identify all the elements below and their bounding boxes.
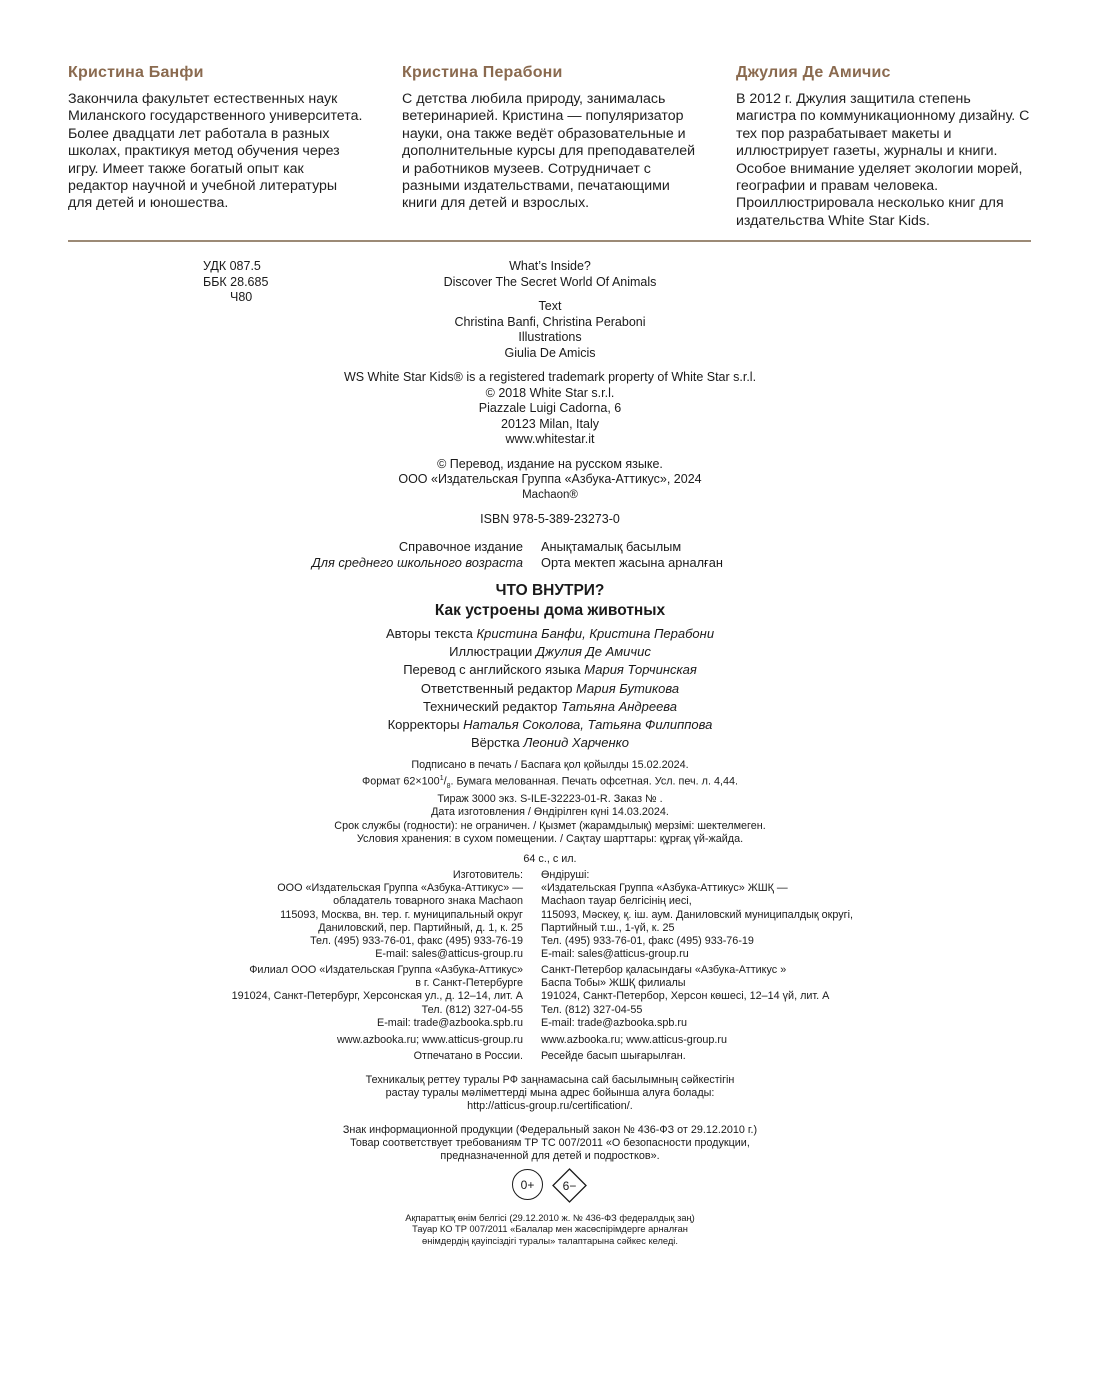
age-diamond-mark bbox=[552, 1168, 587, 1203]
age-diamond-label: 6− bbox=[562, 1178, 577, 1193]
text-label: Text bbox=[538, 299, 562, 313]
addr-line: в г. Санкт-Петербурге bbox=[415, 977, 523, 990]
edition-type-kz: Анықтамалық басылым bbox=[541, 539, 682, 554]
author-name: Джулия Де Амичис bbox=[736, 64, 891, 81]
age-group-ru: Для среднего школьного возраста bbox=[311, 554, 523, 570]
addr-line: Баспа Тобы» ЖШҚ филиалы bbox=[541, 977, 686, 990]
addr-line: 115093, Москва, вн. тер. г. муниципальный округ bbox=[280, 908, 523, 921]
author-bio: В 2012 г. Джулия защитила степень магистра по коммуникационному дизайну. С тех пор разрабатывает макеты и иллюстрирует газеты, журналы и книги. Особое внимание уделяет экологии морей, географии и правам человека. Проиллюстрировала несколько книг для издательства White Star Kids. bbox=[736, 91, 1030, 229]
author-name: Кристина Банфи bbox=[68, 64, 204, 81]
cert-line: http://atticus-group.ru/certification/. bbox=[467, 1100, 633, 1113]
illustrations-label: Illustrations bbox=[518, 330, 582, 344]
addr-line: E-mail: sales@atticus-group.ru bbox=[375, 948, 523, 961]
trademark-line: WS White Star Kids® is a registered trademark property of White Star s.r.l. bbox=[343, 370, 757, 384]
info-sign-line: Знак информационной продукции (Федеральный закон № 436-ФЗ от 29.12.2010 г.) bbox=[342, 1124, 758, 1136]
addr-line: обладатель товарного знака Machaon bbox=[333, 895, 523, 908]
credit-line: Вёрстка Леонид Харченко bbox=[470, 735, 629, 751]
addr-line: «Издательская Группа «Азбука-Аттикус» ЖШҚ — bbox=[541, 882, 788, 895]
credit-line: Авторы текста Кристина Банфи, Кристина Перабони bbox=[385, 626, 715, 641]
addr-line: Партийный т.ш., 1-үй, к. 25 bbox=[541, 921, 675, 934]
book-title-main: ЧТО ВНУТРИ? bbox=[495, 582, 605, 599]
credit-line: Перевод с английского языка Мария Торчинская bbox=[403, 662, 697, 678]
street-line: Piazzale Luigi Cadorna, 6 bbox=[478, 401, 622, 415]
addr-line: Тел. (495) 933-76-01, факс (495) 933-76-19 bbox=[310, 935, 523, 948]
websites-ru: www.azbooka.ru; www.atticus-group.ru bbox=[336, 1034, 523, 1046]
original-title: What’s Inside? bbox=[509, 259, 591, 273]
illustrator: Giulia De Amicis bbox=[504, 345, 596, 360]
service-line: Срок службы (годности): не ограничен. / Қызмет (жарамдылық) мерзімі: шектелмеген. bbox=[334, 819, 766, 832]
branch bbox=[0, 964, 1100, 1030]
age-group-kz: Орта мектеп жасына арналған bbox=[541, 554, 723, 570]
site-line: www.whitestar.it bbox=[505, 432, 595, 446]
addr-line: E-mail: trade@azbooka.spb.ru bbox=[541, 1016, 687, 1029]
kz-footer bbox=[0, 1213, 1100, 1247]
imprint-brand: Machaon® bbox=[522, 488, 578, 501]
credit-line: Ответственный редактор Мария Бутикова bbox=[420, 680, 680, 696]
original-subtitle: Discover The Secret World Of Animals bbox=[443, 274, 657, 289]
author-bio: С детства любила природу, занималась ветеринарией. Кристина — популяризатор науки, она также ведёт образовательные и дополнительные курсы для преподавателей и работников музеев. Сотрудничает с разными издательствами, печатающими книги для детей и взрослых. bbox=[402, 91, 696, 212]
addr-line: 191024, Санкт-Петербург, Херсонская ул., д. 12–14, лит. А bbox=[231, 990, 523, 1003]
format-line: Формат $62\times 100^1/_8$. Бумага мелованная. Печать офсетная. Усл. печ. л. 4,44. bbox=[362, 775, 738, 790]
credits bbox=[0, 625, 1100, 752]
book-title bbox=[0, 581, 1100, 621]
manufacturer bbox=[0, 869, 1100, 961]
run-line: Тираж 3000 экз. S-ILE-32223-01-R. Заказ № . bbox=[437, 793, 663, 806]
addr-line: Тел. (495) 933-76-01, факс (495) 933-76-19 bbox=[541, 935, 754, 948]
credit-line: Иллюстрации Джулия Де Амичис bbox=[449, 644, 651, 660]
author-peraboni bbox=[402, 64, 698, 230]
websites bbox=[0, 1034, 1100, 1047]
addr-line: E-mail: sales@atticus-group.ru bbox=[541, 948, 689, 961]
addr-line: Филиал ООО «Издательская Группа «Азбука-Аттикус» bbox=[249, 964, 523, 976]
cert-line: Техникалық реттеу туралы РФ заңнамасына сай басылымның сәйкестігін bbox=[365, 1074, 735, 1086]
udk-code: УДК 087.5 bbox=[203, 259, 261, 273]
info-sign bbox=[0, 1124, 1100, 1164]
addr-line: Тел. (812) 327-04-55 bbox=[421, 1003, 523, 1016]
addr-line: Тел. (812) 327-04-55 bbox=[541, 1003, 643, 1016]
author-de-amicis bbox=[736, 64, 1032, 230]
print-info bbox=[0, 759, 1100, 866]
text-authors: Christina Banfi, Christina Peraboni bbox=[454, 314, 646, 329]
divider bbox=[68, 240, 1031, 242]
storage-line: Условия хранения: в сухом помещении. / Сақтау шарттары: құрғақ үй-жайда. bbox=[356, 832, 744, 845]
addr-line: ООО «Издательская Группа «Азбука-Аттикус» — bbox=[277, 882, 523, 895]
info-sign-line: Товар соответствует требованиям ТР ТС 007/2011 «О безопасности продукции, bbox=[350, 1137, 750, 1150]
signed-line: Подписано в печать / Баспаға қол қойылды 15.02.2024. bbox=[411, 759, 689, 771]
made-line: Дата изготовления / Өндірілген күні 14.03.2024. bbox=[431, 806, 669, 819]
publisher-line: ООО «Издательская Группа «Азбука-Аттикус», 2024 bbox=[398, 472, 702, 486]
addr-line: 115093, Мәскеу, қ. іш. аум. Даниловский муниципалдық округі, bbox=[541, 908, 854, 921]
bbk-code: ББК 28.685 bbox=[203, 274, 269, 289]
addr-line: Изготовитель: bbox=[452, 869, 523, 881]
book-title-sub: Как устроены дома животных bbox=[434, 602, 666, 619]
printed-ru: Отпечатано в России. bbox=[413, 1050, 523, 1062]
original-edition bbox=[0, 259, 1100, 528]
printed-kz: Ресейде басып шығарылған. bbox=[541, 1050, 686, 1062]
edition-type bbox=[0, 539, 1100, 570]
credit-line: Технический редактор Татьяна Андреева bbox=[422, 698, 678, 714]
author-mark: Ч80 bbox=[230, 290, 253, 304]
translation-copyright: © Перевод, издание на русском языке. bbox=[437, 456, 663, 471]
author-bios bbox=[68, 64, 1032, 230]
cert-line: растау туралы мәліметтерді мына адрес бойынша алуға болады: bbox=[385, 1087, 715, 1100]
author-bio: Закончила факультет естественных наук Миланского государственного университета. Более двадцати лет работала в разных школах, практикуя метод обучения через игру. Имеет также богатый опыт как редактор научной и учебной литературы для детей и юношества. bbox=[68, 91, 363, 212]
credit-line: Корректоры Наталья Соколова, Татьяна Филиппова bbox=[387, 717, 713, 733]
isbn: ISBN 978-5-389-23273-0 bbox=[480, 512, 620, 526]
websites-kz: www.azbooka.ru; www.atticus-group.ru bbox=[541, 1034, 728, 1046]
addr-line: 191024, Санкт-Петербор, Херсон көшесі, 12–14 үй, лит. А bbox=[541, 990, 830, 1003]
age-rating-marks bbox=[512, 1168, 592, 1204]
city-line: 20123 Milan, Italy bbox=[501, 416, 599, 431]
printed-in bbox=[0, 1050, 1100, 1063]
age-circle-mark: 0+ bbox=[512, 1169, 543, 1200]
kz-footer-line: өнімдердің қауіпсіздігі туралы» талаптарына сәйкес келеді. bbox=[422, 1235, 678, 1246]
pages-line: 64 с., с ил. bbox=[523, 852, 577, 865]
author-name: Кристина Перабони bbox=[402, 64, 563, 81]
kz-footer-line: Тауар КО ТР 007/2011 «Балалар мен жасөспірімдерге арналған bbox=[412, 1224, 688, 1235]
copyright-line: © 2018 White Star s.r.l. bbox=[485, 385, 615, 400]
addr-line: Санкт-Петербор қаласындағы «Азбука-Аттикус » bbox=[541, 964, 787, 976]
addr-line: Даниловский, пер. Партийный, д. 1, к. 25 bbox=[318, 921, 523, 934]
author-banfi bbox=[68, 64, 364, 230]
addr-line: Machaon тауар белгісінің иесі, bbox=[541, 895, 692, 908]
info-sign-line: предназначенной для детей и подростков». bbox=[440, 1150, 660, 1163]
kz-footer-line: Ақпараттық өнім белгісі (29.12.2010 ж. № 436-ФЗ федералдық заң) bbox=[405, 1213, 695, 1223]
addr-line: E-mail: trade@azbooka.spb.ru bbox=[377, 1016, 523, 1029]
edition-type-ru: Справочное издание bbox=[398, 539, 523, 554]
certification bbox=[0, 1074, 1100, 1114]
addr-line: Өндіруші: bbox=[541, 869, 590, 881]
